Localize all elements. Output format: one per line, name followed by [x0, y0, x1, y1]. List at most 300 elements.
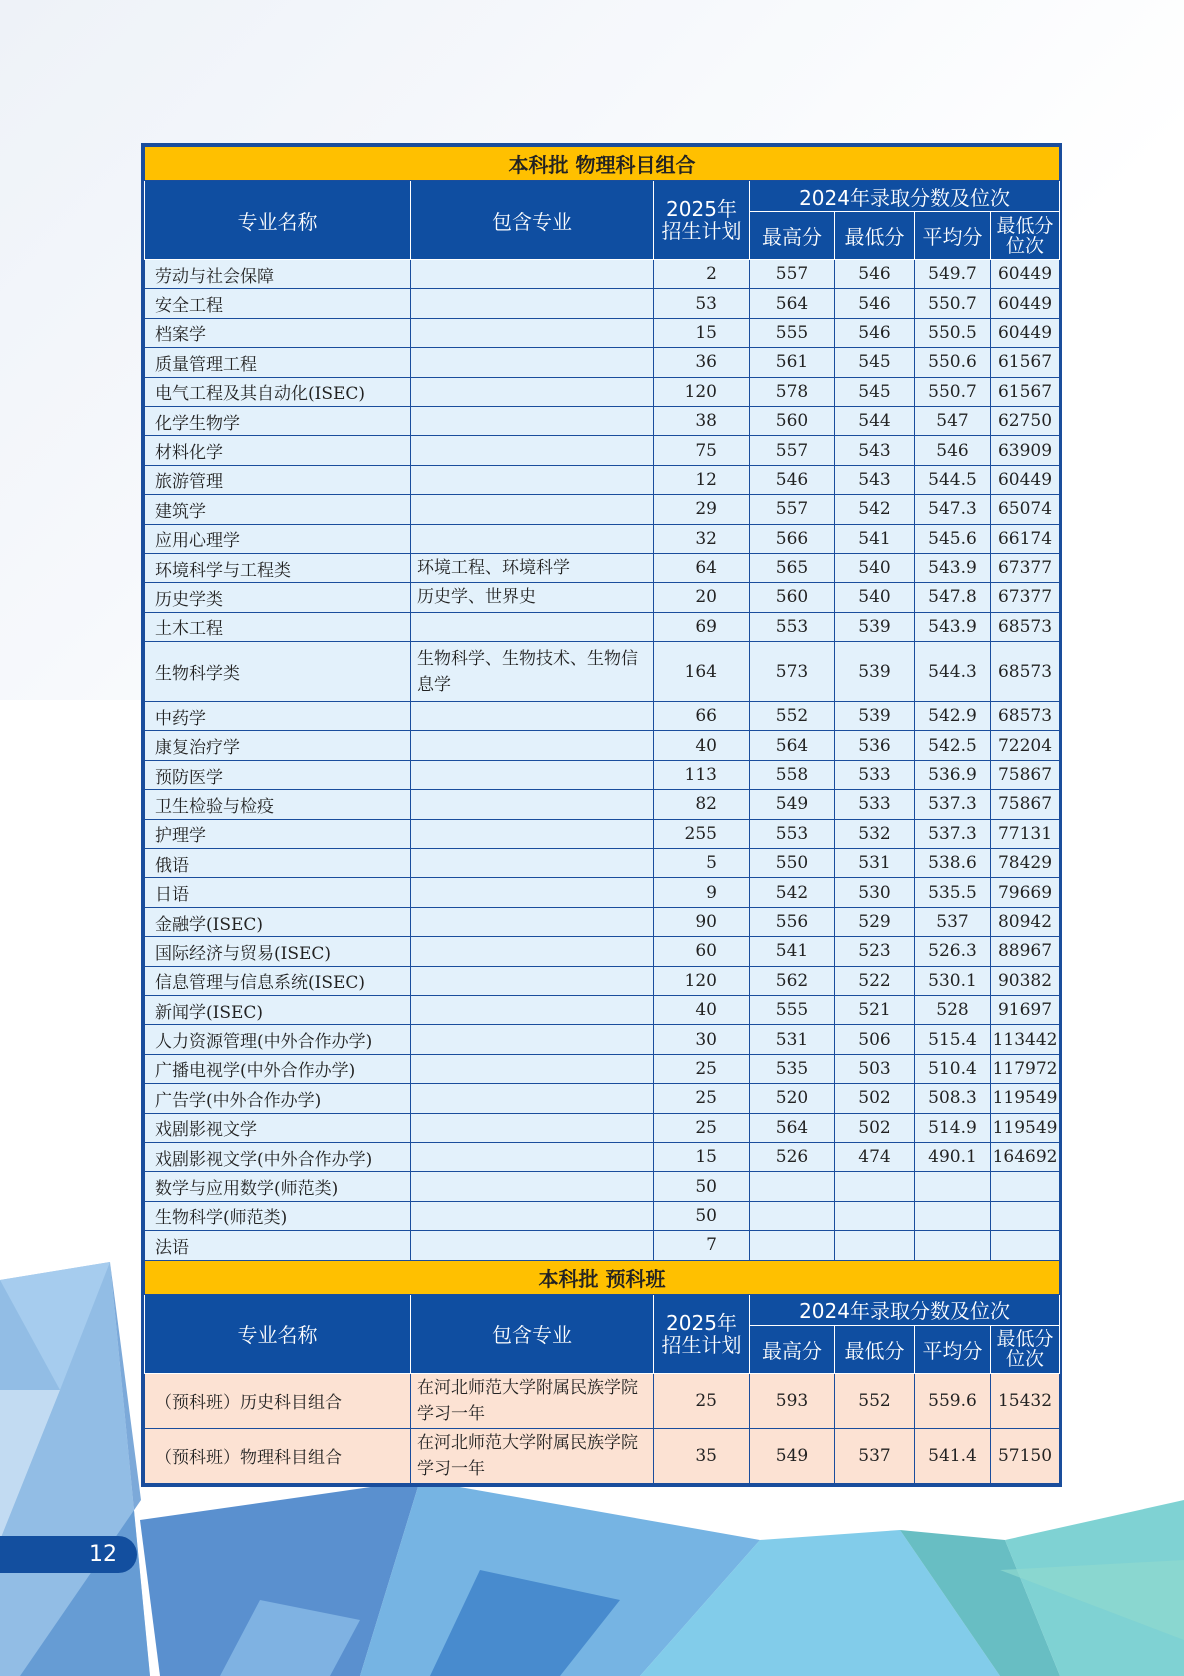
plan-cell: 120 [654, 377, 750, 406]
min-rank-cell: 68573 [991, 642, 1060, 702]
min-rank-cell: 119549 [991, 1113, 1060, 1142]
plan-cell: 5 [654, 849, 750, 878]
included-majors-cell [411, 406, 654, 435]
max-score-cell: 564 [750, 731, 835, 760]
avg-score-cell: 547 [915, 406, 991, 435]
major-name-cell: 材料化学 [145, 436, 411, 465]
min-score-cell: 546 [835, 289, 915, 318]
included-majors-cell [411, 1054, 654, 1083]
avg-score-cell: 544.5 [915, 465, 991, 494]
max-score-cell: 573 [750, 642, 835, 702]
table-row [145, 436, 1060, 465]
plan-cell: 15 [654, 318, 750, 347]
included-majors-cell [411, 760, 654, 789]
included-majors-cell [411, 1201, 654, 1230]
major-name-cell: 金融学(ISEC) [145, 907, 411, 936]
avg-score-cell: 559.6 [915, 1373, 991, 1428]
major-name-cell: 信息管理与信息系统(ISEC) [145, 966, 411, 995]
max-score-cell: 526 [750, 1142, 835, 1171]
min-rank-cell: 88967 [991, 937, 1060, 966]
avg-score-cell: 542.5 [915, 731, 991, 760]
major-name-cell: 戏剧影视文学(中外合作办学) [145, 1142, 411, 1171]
included-majors-cell [411, 966, 654, 995]
max-score-cell [750, 1201, 835, 1230]
included-majors-cell [411, 1172, 654, 1201]
included-majors-cell [411, 1025, 654, 1054]
major-name-cell: 护理学 [145, 819, 411, 848]
min-score-cell [835, 1172, 915, 1201]
major-name-cell: 日语 [145, 878, 411, 907]
max-score-cell: 561 [750, 348, 835, 377]
min-rank-cell: 113442 [991, 1025, 1060, 1054]
min-score-cell: 542 [835, 495, 915, 524]
min-rank-cell: 68573 [991, 612, 1060, 641]
header-plan: 2025年 招生计划 [654, 181, 750, 260]
max-score-cell: 556 [750, 907, 835, 936]
included-majors-cell: 生物科学、生物技术、生物信息学 [411, 642, 654, 702]
avg-score-cell: 544.3 [915, 642, 991, 702]
page-number: 12 [0, 1536, 137, 1573]
included-majors-cell [411, 819, 654, 848]
plan-cell: 50 [654, 1201, 750, 1230]
min-score-cell: 539 [835, 612, 915, 641]
header-max: 最高分 [750, 1325, 835, 1373]
table-row [145, 907, 1060, 936]
section-title-row [145, 147, 1060, 181]
min-score-cell: 503 [835, 1054, 915, 1083]
plan-cell: 50 [654, 1172, 750, 1201]
major-name-cell: 中药学 [145, 702, 411, 731]
header-min: 最低分 [835, 212, 915, 260]
min-score-cell: 539 [835, 642, 915, 702]
major-name-cell: 生物科学(师范类) [145, 1201, 411, 1230]
included-majors-cell [411, 1231, 654, 1260]
table-row [145, 465, 1060, 494]
min-score-cell: 502 [835, 1084, 915, 1113]
avg-score-cell: 510.4 [915, 1054, 991, 1083]
section-title-row [145, 1260, 1060, 1294]
min-score-cell: 543 [835, 436, 915, 465]
plan-cell: 25 [654, 1373, 750, 1428]
avg-score-cell: 490.1 [915, 1142, 991, 1171]
min-rank-cell: 62750 [991, 406, 1060, 435]
plan-cell: 82 [654, 790, 750, 819]
min-rank-cell: 119549 [991, 1084, 1060, 1113]
table-row [145, 1428, 1060, 1483]
table-row [145, 995, 1060, 1024]
table-row [145, 1054, 1060, 1083]
avg-score-cell [915, 1231, 991, 1260]
max-score-cell: 557 [750, 495, 835, 524]
min-score-cell: 545 [835, 377, 915, 406]
header-included: 包含专业 [411, 181, 654, 260]
avg-score-cell: 530.1 [915, 966, 991, 995]
max-score-cell: 546 [750, 465, 835, 494]
avg-score-cell: 537 [915, 907, 991, 936]
section-title: 本科批 物理科目组合 [145, 147, 1060, 181]
avg-score-cell: 541.4 [915, 1428, 991, 1483]
avg-score-cell: 549.7 [915, 260, 991, 289]
min-rank-cell: 75867 [991, 790, 1060, 819]
included-majors-cell [411, 524, 654, 553]
table-row [145, 406, 1060, 435]
avg-score-cell: 515.4 [915, 1025, 991, 1054]
admission-table [144, 146, 1060, 1484]
min-score-cell: 530 [835, 878, 915, 907]
max-score-cell: 578 [750, 377, 835, 406]
major-name-cell: 旅游管理 [145, 465, 411, 494]
table-row [145, 849, 1060, 878]
max-score-cell [750, 1172, 835, 1201]
table-row [145, 289, 1060, 318]
table-row [145, 966, 1060, 995]
max-score-cell: 535 [750, 1054, 835, 1083]
plan-cell: 2 [654, 260, 750, 289]
min-rank-cell: 60449 [991, 465, 1060, 494]
avg-score-cell: 508.3 [915, 1084, 991, 1113]
max-score-cell [750, 1231, 835, 1260]
min-rank-cell [991, 1172, 1060, 1201]
min-score-cell: 532 [835, 819, 915, 848]
header-min: 最低分 [835, 1325, 915, 1373]
plan-cell: 36 [654, 348, 750, 377]
included-majors-cell [411, 495, 654, 524]
avg-score-cell: 528 [915, 995, 991, 1024]
min-rank-cell: 61567 [991, 348, 1060, 377]
plan-cell: 90 [654, 907, 750, 936]
max-score-cell: 557 [750, 436, 835, 465]
max-score-cell: 520 [750, 1084, 835, 1113]
min-score-cell: 552 [835, 1373, 915, 1428]
major-name-cell: 生物科学类 [145, 642, 411, 702]
table-row [145, 760, 1060, 789]
table-row [145, 1373, 1060, 1428]
header-rank: 最低分 位次 [991, 1325, 1060, 1373]
max-score-cell: 560 [750, 583, 835, 612]
min-rank-cell: 15432 [991, 1373, 1060, 1428]
max-score-cell: 555 [750, 995, 835, 1024]
major-name-cell: 建筑学 [145, 495, 411, 524]
major-name-cell: 应用心理学 [145, 524, 411, 553]
max-score-cell: 564 [750, 1113, 835, 1142]
table-row [145, 318, 1060, 347]
min-score-cell: 537 [835, 1428, 915, 1483]
min-score-cell: 546 [835, 318, 915, 347]
included-majors-cell [411, 1142, 654, 1171]
avg-score-cell [915, 1201, 991, 1230]
header-score-group: 2024年录取分数及位次 [750, 181, 1060, 212]
avg-score-cell [915, 1172, 991, 1201]
header-included: 包含专业 [411, 1294, 654, 1373]
min-score-cell: 539 [835, 702, 915, 731]
plan-cell: 40 [654, 995, 750, 1024]
table-row [145, 1231, 1060, 1260]
plan-cell: 69 [654, 612, 750, 641]
header-name: 专业名称 [145, 1294, 411, 1373]
min-rank-cell: 60449 [991, 260, 1060, 289]
table-row [145, 819, 1060, 848]
section-title: 本科批 预科班 [145, 1260, 1060, 1294]
avg-score-cell: 537.3 [915, 819, 991, 848]
min-rank-cell: 67377 [991, 583, 1060, 612]
table-row [145, 1201, 1060, 1230]
table-row [145, 1084, 1060, 1113]
min-score-cell: 502 [835, 1113, 915, 1142]
header-name: 专业名称 [145, 181, 411, 260]
major-name-cell: 人力资源管理(中外合作办学) [145, 1025, 411, 1054]
table-row [145, 612, 1060, 641]
plan-cell: 15 [654, 1142, 750, 1171]
plan-cell: 9 [654, 878, 750, 907]
major-name-cell: 档案学 [145, 318, 411, 347]
min-rank-cell: 79669 [991, 878, 1060, 907]
avg-score-cell: 536.9 [915, 760, 991, 789]
table-row [145, 377, 1060, 406]
table-row [145, 583, 1060, 612]
min-score-cell: 543 [835, 465, 915, 494]
plan-cell: 25 [654, 1054, 750, 1083]
table-row [145, 524, 1060, 553]
max-score-cell: 553 [750, 612, 835, 641]
plan-cell: 35 [654, 1428, 750, 1483]
max-score-cell: 549 [750, 790, 835, 819]
max-score-cell: 564 [750, 289, 835, 318]
major-name-cell: 国际经济与贸易(ISEC) [145, 937, 411, 966]
min-score-cell: 523 [835, 937, 915, 966]
min-score-cell [835, 1231, 915, 1260]
avg-score-cell: 542.9 [915, 702, 991, 731]
min-score-cell: 533 [835, 760, 915, 789]
included-majors-cell [411, 318, 654, 347]
max-score-cell: 562 [750, 966, 835, 995]
plan-cell: 53 [654, 289, 750, 318]
avg-score-cell: 514.9 [915, 1113, 991, 1142]
avg-score-cell: 550.5 [915, 318, 991, 347]
header-score-group: 2024年录取分数及位次 [750, 1294, 1060, 1325]
min-score-cell: 545 [835, 348, 915, 377]
min-rank-cell: 61567 [991, 377, 1060, 406]
min-rank-cell: 75867 [991, 760, 1060, 789]
avg-score-cell: 546 [915, 436, 991, 465]
major-name-cell: 质量管理工程 [145, 348, 411, 377]
avg-score-cell: 550.7 [915, 377, 991, 406]
plan-cell: 38 [654, 406, 750, 435]
min-rank-cell: 63909 [991, 436, 1060, 465]
major-name-cell: （预科班）物理科目组合 [145, 1428, 411, 1483]
header-max: 最高分 [750, 212, 835, 260]
included-majors-cell [411, 878, 654, 907]
min-rank-cell: 90382 [991, 966, 1060, 995]
major-name-cell: 环境科学与工程类 [145, 553, 411, 582]
included-majors-cell [411, 348, 654, 377]
major-name-cell: 俄语 [145, 849, 411, 878]
major-name-cell: 预防医学 [145, 760, 411, 789]
max-score-cell: 557 [750, 260, 835, 289]
major-name-cell: 数学与应用数学(师范类) [145, 1172, 411, 1201]
min-score-cell: 546 [835, 260, 915, 289]
plan-cell: 20 [654, 583, 750, 612]
min-score-cell: 529 [835, 907, 915, 936]
included-majors-cell [411, 790, 654, 819]
header-avg: 平均分 [915, 212, 991, 260]
min-score-cell: 474 [835, 1142, 915, 1171]
table-row [145, 878, 1060, 907]
plan-cell: 29 [654, 495, 750, 524]
max-score-cell: 550 [750, 849, 835, 878]
plan-cell: 64 [654, 553, 750, 582]
plan-cell: 25 [654, 1084, 750, 1113]
min-score-cell: 544 [835, 406, 915, 435]
avg-score-cell: 550.7 [915, 289, 991, 318]
max-score-cell: 549 [750, 1428, 835, 1483]
max-score-cell: 552 [750, 702, 835, 731]
min-score-cell: 540 [835, 583, 915, 612]
major-name-cell: 戏剧影视文学 [145, 1113, 411, 1142]
min-rank-cell: 164692 [991, 1142, 1060, 1171]
major-name-cell: 电气工程及其自动化(ISEC) [145, 377, 411, 406]
admission-table-container [141, 143, 1062, 1487]
avg-score-cell: 547.3 [915, 495, 991, 524]
min-score-cell: 522 [835, 966, 915, 995]
avg-score-cell: 543.9 [915, 612, 991, 641]
plan-cell: 32 [654, 524, 750, 553]
plan-cell: 40 [654, 731, 750, 760]
included-majors-cell [411, 377, 654, 406]
min-score-cell: 531 [835, 849, 915, 878]
included-majors-cell [411, 907, 654, 936]
header-avg: 平均分 [915, 1325, 991, 1373]
major-name-cell: 安全工程 [145, 289, 411, 318]
min-score-cell: 541 [835, 524, 915, 553]
table-row [145, 1113, 1060, 1142]
max-score-cell: 558 [750, 760, 835, 789]
major-name-cell: 新闻学(ISEC) [145, 995, 411, 1024]
table-row [145, 937, 1060, 966]
included-majors-cell: 在河北师范大学附属民族学院学习一年 [411, 1428, 654, 1483]
min-rank-cell: 72204 [991, 731, 1060, 760]
table-row [145, 553, 1060, 582]
min-rank-cell: 66174 [991, 524, 1060, 553]
min-score-cell [835, 1201, 915, 1230]
avg-score-cell: 537.3 [915, 790, 991, 819]
major-name-cell: 劳动与社会保障 [145, 260, 411, 289]
included-majors-cell [411, 289, 654, 318]
min-rank-cell [991, 1201, 1060, 1230]
min-rank-cell: 78429 [991, 849, 1060, 878]
plan-cell: 255 [654, 819, 750, 848]
max-score-cell: 565 [750, 553, 835, 582]
min-score-cell: 521 [835, 995, 915, 1024]
major-name-cell: 广告学(中外合作办学) [145, 1084, 411, 1113]
min-score-cell: 533 [835, 790, 915, 819]
major-name-cell: 广播电视学(中外合作办学) [145, 1054, 411, 1083]
min-rank-cell: 60449 [991, 289, 1060, 318]
plan-cell: 75 [654, 436, 750, 465]
min-score-cell: 506 [835, 1025, 915, 1054]
avg-score-cell: 526.3 [915, 937, 991, 966]
major-name-cell: （预科班）历史科目组合 [145, 1373, 411, 1428]
plan-cell: 113 [654, 760, 750, 789]
max-score-cell: 593 [750, 1373, 835, 1428]
table-row [145, 642, 1060, 702]
avg-score-cell: 550.6 [915, 348, 991, 377]
max-score-cell: 542 [750, 878, 835, 907]
header-plan: 2025年 招生计划 [654, 1294, 750, 1373]
avg-score-cell: 538.6 [915, 849, 991, 878]
min-rank-cell: 60449 [991, 318, 1060, 347]
included-majors-cell [411, 260, 654, 289]
included-majors-cell [411, 995, 654, 1024]
major-name-cell: 土木工程 [145, 612, 411, 641]
included-majors-cell [411, 702, 654, 731]
min-rank-cell: 80942 [991, 907, 1060, 936]
plan-cell: 25 [654, 1113, 750, 1142]
table-row [145, 790, 1060, 819]
avg-score-cell: 547.8 [915, 583, 991, 612]
avg-score-cell: 535.5 [915, 878, 991, 907]
plan-cell: 120 [654, 966, 750, 995]
min-score-cell: 540 [835, 553, 915, 582]
included-majors-cell: 历史学、世界史 [411, 583, 654, 612]
table-row [145, 495, 1060, 524]
plan-cell: 164 [654, 642, 750, 702]
min-rank-cell: 67377 [991, 553, 1060, 582]
included-majors-cell [411, 849, 654, 878]
included-majors-cell [411, 465, 654, 494]
table-row [145, 260, 1060, 289]
min-rank-cell: 91697 [991, 995, 1060, 1024]
included-majors-cell [411, 1084, 654, 1113]
min-rank-cell: 77131 [991, 819, 1060, 848]
included-majors-cell: 在河北师范大学附属民族学院学习一年 [411, 1373, 654, 1428]
table-row [145, 1172, 1060, 1201]
included-majors-cell: 环境工程、环境科学 [411, 553, 654, 582]
header-rank: 最低分 位次 [991, 212, 1060, 260]
table-row [145, 348, 1060, 377]
included-majors-cell [411, 436, 654, 465]
table-row [145, 1142, 1060, 1171]
plan-cell: 7 [654, 1231, 750, 1260]
table-row [145, 731, 1060, 760]
min-rank-cell: 117972 [991, 1054, 1060, 1083]
max-score-cell: 531 [750, 1025, 835, 1054]
plan-cell: 60 [654, 937, 750, 966]
major-name-cell: 卫生检验与检疫 [145, 790, 411, 819]
avg-score-cell: 543.9 [915, 553, 991, 582]
min-rank-cell: 68573 [991, 702, 1060, 731]
plan-cell: 12 [654, 465, 750, 494]
min-rank-cell [991, 1231, 1060, 1260]
max-score-cell: 566 [750, 524, 835, 553]
included-majors-cell [411, 731, 654, 760]
major-name-cell: 化学生物学 [145, 406, 411, 435]
max-score-cell: 553 [750, 819, 835, 848]
major-name-cell: 康复治疗学 [145, 731, 411, 760]
major-name-cell: 历史学类 [145, 583, 411, 612]
max-score-cell: 560 [750, 406, 835, 435]
min-rank-cell: 65074 [991, 495, 1060, 524]
max-score-cell: 555 [750, 318, 835, 347]
max-score-cell: 541 [750, 937, 835, 966]
avg-score-cell: 545.6 [915, 524, 991, 553]
plan-cell: 30 [654, 1025, 750, 1054]
plan-cell: 66 [654, 702, 750, 731]
included-majors-cell [411, 1113, 654, 1142]
table-row [145, 1025, 1060, 1054]
major-name-cell: 法语 [145, 1231, 411, 1260]
min-score-cell: 536 [835, 731, 915, 760]
table-row [145, 702, 1060, 731]
